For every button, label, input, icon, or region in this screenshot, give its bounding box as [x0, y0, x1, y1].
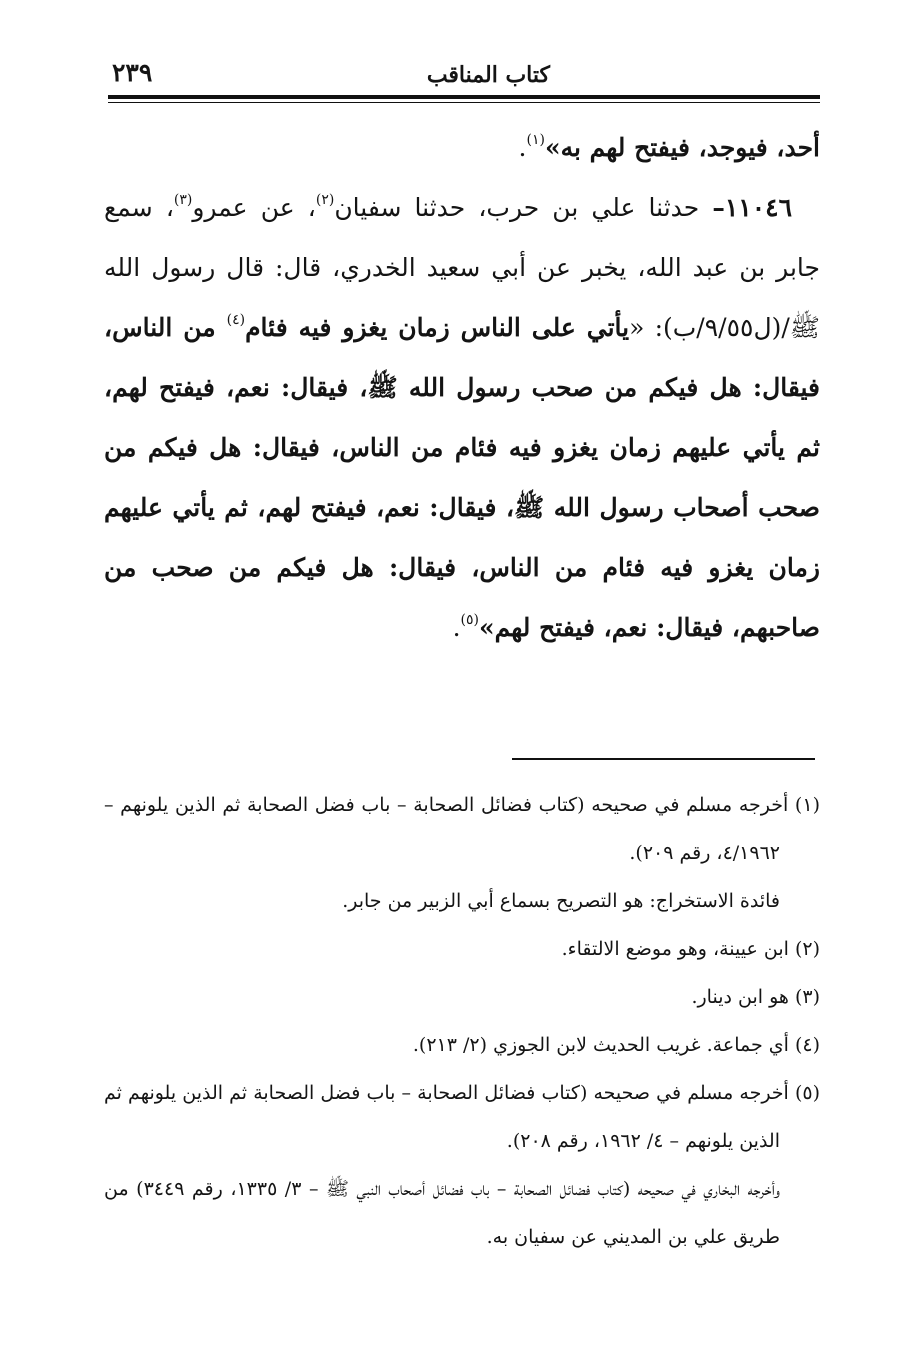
matn-part-1: يأتي على الناس زمان يغزو فيه فئام: [245, 313, 630, 342]
footnote-4: (٤) أي جماعة. غريب الحديث لابن الجوزي (٢/ ٢١٣).: [412, 1034, 820, 1056]
continuation-paragraph: [104, 118, 820, 178]
header-rule-thick: [108, 95, 820, 99]
footnote-1-extra: فائدة الاستخراج: هو التصريح بسماع أبي الزبير من جابر.: [342, 890, 780, 912]
footnote-ref-4: (٤): [226, 312, 246, 328]
footnote-ref-1: (١): [526, 132, 545, 148]
chapter-title: كتاب المناقب: [426, 62, 550, 88]
footnote-5-extra: وأخرجه البخاري في صحيحه (كتاب فضائل الصحابة – باب فضائل أصحاب النبي ﷺ – ٣/ ١٣٣٥، رقم ٣٤٤٩) من طريق علي بن المديني عن سفيان به.: [104, 1178, 780, 1248]
footnote-divider: [512, 758, 815, 760]
period: .: [452, 613, 461, 642]
isnad-part-3: ، سمع جابر بن عبد الله، يخبر عن أبي سعيد الخدري، قال: قال رسول الله ﷺ/(ل٩/٥٥/ب): «: [104, 193, 820, 342]
isnad-part-2: ، عن عمرو: [192, 193, 316, 222]
hadith-number: ١١٠٤٦: [724, 193, 792, 222]
footnote-ref-3: (٣): [173, 192, 193, 208]
footnote-1: (١) أخرجه مسلم في صحيحه (كتاب فضائل الصحابة – باب فضل الصحابة ثم الذين يلونهم – ٤/١٩٦٢، رقم ٢٠٩).: [104, 794, 820, 864]
page-header: [108, 56, 820, 94]
footnote-5: (٥) أخرجه مسلم في صحيحه (كتاب فضائل الصحابة – باب فضل الصحابة ثم الذين يلونهم ثم الذين يلونهم – ٤/ ١٩٦٢، رقم ٢٠٨).: [104, 1082, 820, 1152]
isnad-part-1: حدثنا علي بن حرب، حدثنا سفيان: [334, 193, 713, 222]
header-rule-thin: [108, 102, 820, 103]
page-number: ٢٣٩: [112, 58, 153, 87]
matn-part-2: من الناس، فيقال: هل فيكم من صحب رسول الله ﷺ، فيقال: نعم، فيفتح لهم، ثم يأتي عليهم زمان يغزو فيه فئام من الناس، فيقال: هل فيكم من صحب أصحاب رسول الله ﷺ، فيقال: نعم، فيفتح لهم، ثم يأتي عليهم زمان يغزو فيه فئام من الناس، فيقال: هل فيكم من صحب من صاحبهم، فيقال: نعم، فيفتح لهم»: [104, 313, 820, 642]
footnote-2: (٢) ابن عيينة، وهو موضع الالتقاء.: [561, 938, 820, 960]
hadith-dash: –: [712, 193, 725, 222]
footnotes: [104, 781, 820, 1261]
footnote-3: (٣) هو ابن دينار.: [691, 986, 820, 1008]
period: .: [518, 133, 527, 162]
footnote-ref-2: (٢): [315, 192, 335, 208]
main-text: [104, 118, 820, 658]
hadith-paragraph: [104, 178, 820, 658]
footnote-ref-5: (٥): [460, 612, 479, 628]
hadith-continuation: أحد، فيوجد، فيفتح لهم به»: [544, 133, 820, 162]
